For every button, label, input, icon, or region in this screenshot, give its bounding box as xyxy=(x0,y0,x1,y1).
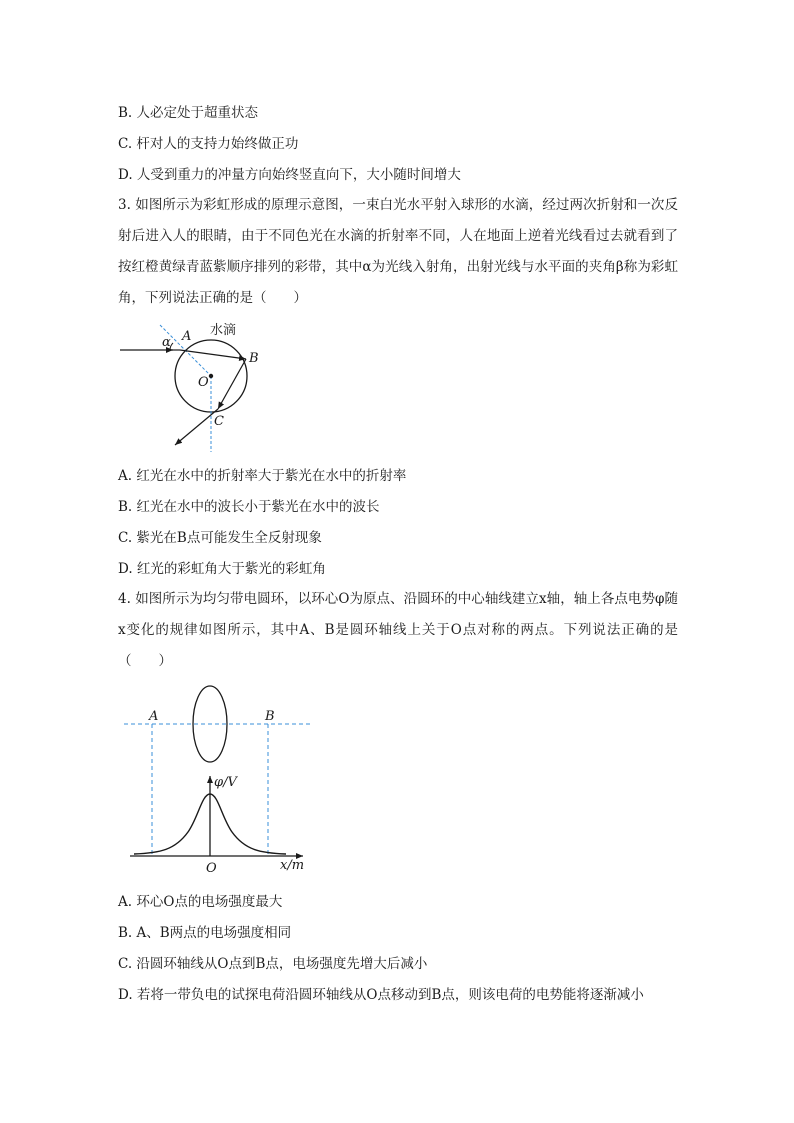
center-dot xyxy=(209,374,213,378)
label-drop: 水滴 xyxy=(210,323,237,338)
q3-option-c: C. 紫光在B点可能发生全反射现象 xyxy=(118,530,322,546)
option-d-prev: D. 人受到重力的冲量方向始终竖直向下，大小随时间增大 xyxy=(118,167,461,183)
label-alpha: α xyxy=(162,335,171,350)
q4-option-d: D. 若将一带负电的试探电荷沿圆环轴线从O点移动到B点，则该电荷的电势能将逐渐减小 xyxy=(118,987,644,1003)
ring-potential-diagram xyxy=(120,682,320,878)
q4-option-b: B. A、B两点的电场强度相同 xyxy=(118,925,292,941)
label-o: O xyxy=(198,375,209,390)
option-c-prev: C. 杆对人的支持力始终做正功 xyxy=(118,136,299,152)
label-a-pt: A xyxy=(149,709,159,724)
rainbow-diagram xyxy=(112,312,292,457)
exit-ray xyxy=(175,409,218,445)
label-x-axis: x/m xyxy=(280,858,305,873)
q3-option-a: A. 红光在水中的折射率大于紫光在水中的折射率 xyxy=(118,468,407,484)
q4-option-a: A. 环心O点的电场强度最大 xyxy=(118,894,283,910)
label-y-axis: φ/V xyxy=(214,775,237,790)
reflected-ray xyxy=(218,359,246,409)
q3-option-b: B. 红光在水中的波长小于紫光在水中的波长 xyxy=(118,499,380,515)
question-3-stem: 3. 如图所示为彩虹形成的原理示意图，一束白光水平射入球形的水滴，经过两次折射和一次反射后进入人的眼睛，由于不同色光在水滴的折射率不同，人在地面上逆着光线看过去就看到了按红橙黄绿青蓝紫顺序排列的彩带，其中α为光线入射角，出射光线与水平面的夹角β称为彩虹角，下列说法正确的是（ ） xyxy=(118,197,678,306)
label-a: A xyxy=(182,329,192,344)
label-b: B xyxy=(249,351,259,366)
q3-option-d: D. 红光的彩虹角大于紫光的彩虹角 xyxy=(118,561,326,577)
label-origin: O xyxy=(206,861,217,876)
label-b-pt: B xyxy=(265,709,275,724)
label-c: C xyxy=(214,414,224,429)
option-b-prev: B. 人必定处于超重状态 xyxy=(118,105,259,121)
question-4-stem: 4. 如图所示为均匀带电圆环，以环心O为原点、沿圆环的中心轴线建立x轴，轴上各点电势φ随x变化的规律如图所示，其中A、B是圆环轴线上关于O点对称的两点。下列说法正确的是（ ） xyxy=(118,591,678,669)
q4-option-c: C. 沿圆环轴线从O点到B点，电场强度先增大后减小 xyxy=(118,956,428,972)
